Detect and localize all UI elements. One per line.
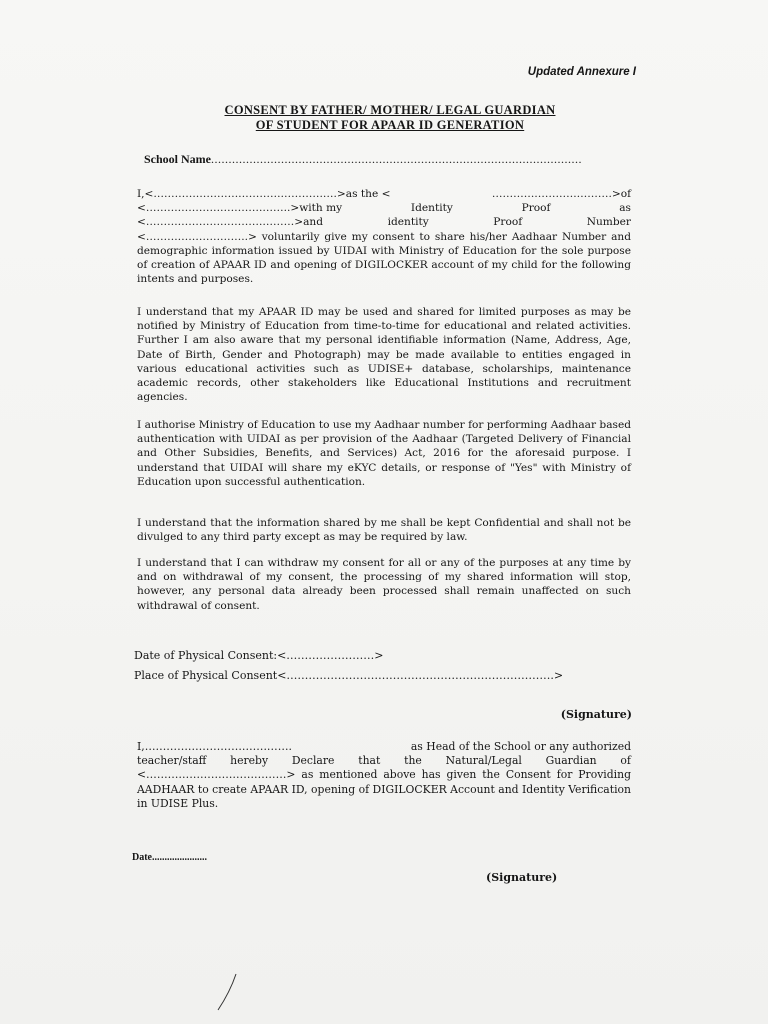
school-name-blank: .......................................................................................................... xyxy=(211,152,582,166)
head-row-2 xyxy=(137,754,631,768)
pen-stroke-mark xyxy=(214,972,254,1012)
head-signature-label: (Signature) xyxy=(486,871,558,884)
head-row-1 xyxy=(137,740,631,754)
head-r1b: as Head of the School or any authorized xyxy=(410,740,631,753)
head-r1a: I,…………………………….……. xyxy=(137,740,292,753)
intro-r3c: Proof xyxy=(493,216,523,229)
date-field xyxy=(132,852,207,863)
intro-r3d: Number xyxy=(586,216,631,229)
school-name-line xyxy=(144,152,582,167)
intro-r2d: as xyxy=(619,202,631,215)
intro-r1b: …………………………….>of xyxy=(491,188,631,200)
head-r2g: Guardian xyxy=(545,754,597,768)
date-of-consent-field: Date of Physical Consent:<……………………> xyxy=(134,649,384,662)
heading-line-1: CONSENT BY FATHER/ MOTHER/ LEGAL GUARDIAN xyxy=(224,103,556,117)
intro-paragraph xyxy=(137,187,631,286)
head-r2d: that xyxy=(358,754,381,768)
annexure-label: Updated Annexure I xyxy=(527,66,636,78)
intro-r2b: Identity xyxy=(410,202,453,215)
date-label: Date xyxy=(132,852,152,863)
intro-r3b: identity xyxy=(387,216,429,229)
head-r2c: Declare xyxy=(291,754,335,768)
head-r2h: of xyxy=(620,754,631,768)
head-r2a: teacher/staff xyxy=(137,754,207,768)
head-body: <…………………………………> as mentioned above has given the Consent for Providing AADHAAR to create APAAR ID, opening of DIGILOCKER Account and Identity Verification in UDISE Plus. xyxy=(137,768,631,810)
form-heading xyxy=(150,103,630,133)
paragraph-withdrawal: I understand that I can withdraw my consent for all or any of the purposes at any time by and on withdrawal of my consent, the processing of my shared information will stop, however, any personal data already been processed shall remain unaffected on such withdrawal of consent. xyxy=(137,557,631,612)
intro-r2c: Proof xyxy=(521,202,551,215)
intro-row-1 xyxy=(137,187,631,201)
head-r2f: Natural/Legal xyxy=(445,754,522,768)
intro-row-3 xyxy=(137,215,631,229)
guardian-signature-label: (Signature) xyxy=(560,708,632,721)
heading-line-2: OF STUDENT FOR APAAR ID GENERATION xyxy=(255,118,525,132)
intro-r3a: <……………………………………>and xyxy=(137,216,323,229)
date-blank: ...................... xyxy=(152,852,207,863)
paragraph-apaar-usage: I understand that my APAAR ID may be used and shared for limited purposes as may be notified by Ministry of Education from time-to-time for educational and related activities. Further I am also aware that my personal identifiable information (Name, Address, Age, Date of Birth, Gender and Photograph) may be made available to entities engaged in various educational activities such as UDISE+ database, scholarships, maintenance academic records, other stakeholders like Educational Institutions and recruitment agencies. xyxy=(137,306,631,404)
head-r2e: the xyxy=(404,754,422,768)
intro-r1a: I,<…………………………………………….>as the < xyxy=(137,188,391,200)
paragraph-confidentiality: I understand that the information shared by me shall be kept Confidential and shall not be divulged to any third party except as may be required by law. xyxy=(137,517,631,544)
intro-r2a: <…………………………………..>with my xyxy=(137,202,343,215)
place-of-consent-field: Place of Physical Consent<……………………………………………………………….> xyxy=(134,669,564,682)
head-declaration xyxy=(137,740,631,811)
school-name-label: School Name xyxy=(144,152,211,166)
intro-row-2 xyxy=(137,201,631,215)
paragraph-aadhaar-authorisation: I authorise Ministry of Education to use my Aadhaar number for performing Aadhaar based authentication with UIDAI as per provision of the Aadhaar (Targeted Delivery of Financial and Other Subsidies, Benefits, and Services) Act, 2016 for the aforesaid purpose. I understand that UIDAI will share my eKYC details, or response of "Yes" with Ministry of Education upon successful authentication. xyxy=(137,419,631,488)
head-r2b: hereby xyxy=(230,754,269,768)
intro-body: <………………………..> voluntarily give my consent to share his/her Aadhaar Number and demographic information issued by UIDAI with Ministry of Education for the sole purpose of creation of APAAR ID and opening of DIGILOCKER account of my child for the following intents and purposes. xyxy=(137,230,631,286)
